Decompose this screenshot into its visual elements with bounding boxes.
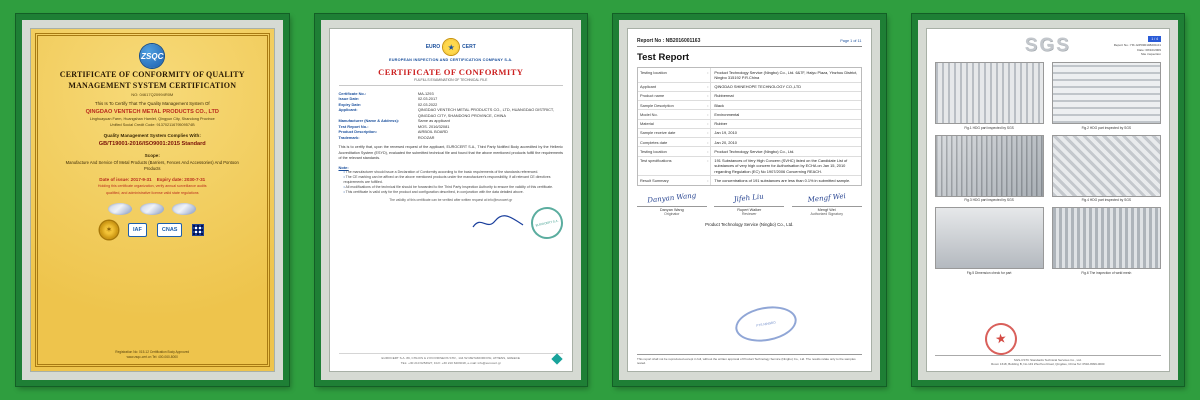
footer-line-1: Registration No: 015-12 Certification Body Approved	[115, 350, 190, 355]
footer-line-1: EUROCERT S.A. 89, CHLOIS & LYKOVRISEOS STR., 144 52 METAMORFOSI, ATHENS, GREECE	[381, 356, 520, 361]
page-indicator: Page 1 of 11	[840, 39, 862, 43]
issue-expiry-dates: Date of issue: 2017-9-31 Expiry date: 2030-7-31	[99, 177, 206, 183]
row-label: Result Summary :	[638, 176, 711, 184]
inspection-photo	[935, 135, 1044, 197]
page-chip: 1 / 4	[1148, 36, 1161, 42]
report-date: Date: 08/10/2009	[1137, 47, 1161, 52]
note-item: • All modifications of the technical file should be forwarded to the Third Party Inspection Authority to ensure the validity of this certificate.	[339, 185, 564, 190]
field-value: MA-1293	[417, 91, 434, 96]
field-label: Applicant :	[339, 107, 415, 118]
hologram-sticker	[108, 203, 132, 215]
field-label: Manufacturer (Name & Address) :	[339, 118, 415, 123]
note-label: Note:	[338, 165, 349, 171]
table-row	[638, 138, 861, 147]
row-label: Product name :	[638, 92, 711, 100]
signature-area	[339, 206, 564, 240]
note-item: • The manufacturer should issue a Declaration of Conformity according to the basic requirements of the standards referenced.	[339, 170, 564, 175]
sgs-logo: SGS	[1024, 35, 1071, 56]
cnas-logo: CNAS	[157, 223, 183, 237]
verification-line: The validity of this certificate can be verified after written request at info@eurocert.gr	[389, 197, 513, 202]
field-label: Issue Date :	[339, 96, 415, 101]
note-item: • This certificate is valid only for the product and configuration described, in conjunction with the data detailed above.	[339, 190, 564, 195]
row-value: Rubbermat	[714, 93, 734, 99]
row-label: Material :	[638, 120, 711, 128]
row-value: 191 Substances of Very High Concern (SVHC) listed on the Candidate List of substances of very high concern for Authorisation by ECHA on Jan 15, 2010 regarding Regulation (EC) No 1907/2006 Concerning REACH.	[714, 158, 848, 174]
photo-cell	[1052, 135, 1161, 203]
euro-stars-icon: ★	[443, 39, 459, 55]
photo-cell	[935, 62, 1044, 130]
complies-line: Quality Management System Complies With:	[103, 133, 201, 138]
eurocert-certificate	[329, 28, 574, 372]
scope-text: Manufacture And Service Of Metal Products (Barriers, Fences And Accessories) And Pontoon Products	[65, 160, 239, 171]
company-name: QINGDAO VENTECH METAL PRODUCTS CO., LTD	[85, 109, 219, 115]
report-title: Test Report	[637, 52, 690, 63]
row-value: Black	[714, 102, 724, 108]
inspection-photo	[935, 62, 1044, 124]
footer-line-2: www.zsqc-cert.cn Tel: 400-060-8000	[126, 354, 178, 359]
inspection-photo	[1052, 207, 1161, 269]
certificate-title-line1: CERTIFICATE OF CONFORMITY OF QUALITY	[59, 70, 245, 79]
certifier-logo-text: ZSQC	[141, 51, 164, 61]
field-value: 02.03.2017	[417, 96, 438, 102]
photo-caption: Fig.3 HDG part inspected by SGS	[964, 198, 1014, 203]
certificate-footer	[339, 353, 564, 365]
accreditation-logo-row	[100, 221, 204, 239]
report-footer	[935, 355, 1162, 366]
photo-caption: Fig.5 Dimension check for part	[966, 270, 1012, 275]
signature-reviewer	[714, 194, 784, 217]
table-row	[638, 83, 861, 92]
certificate-frame-quality[interactable]	[16, 14, 289, 386]
issuing-company: Product Technology Service (Ningbo) Co., Ltd.	[705, 222, 794, 228]
signature-originator	[637, 191, 707, 217]
certificate-number: NO: 04617Q20994R0M	[131, 92, 174, 97]
report-header	[935, 36, 1162, 57]
row-value: Product Technology Service (Ningbo) Co., Ltd.	[714, 148, 795, 154]
table-row	[638, 110, 861, 119]
surveillance-note-2: qualified, and administrative license valid state regulations	[106, 191, 199, 196]
table-row	[638, 92, 861, 101]
footer-line-2: TEL: +30 210 6253927, FAX: +30 210 6203018, e-mail: info@eurocert.gr	[400, 360, 501, 365]
table-row	[638, 157, 861, 177]
eurocert-stamp-icon: EUROCERT S.A.	[528, 204, 566, 242]
signature-block	[637, 191, 862, 217]
signer-role: Originator	[664, 212, 680, 217]
field-label: Test Report No. :	[339, 124, 415, 129]
row-label: Applicant :	[638, 83, 711, 91]
ornate-border	[35, 33, 270, 367]
photo-caption: Fig.4 HDG part inspected by SGS	[1081, 198, 1132, 203]
photo-cell	[1052, 62, 1161, 130]
footer-line-2: Room 1618, Building B, No.143 Zhuzhou Road, Qingdao, China Tel: 0532-8099-0000	[991, 361, 1105, 366]
row-label: Testing location :	[638, 147, 711, 155]
row-value: Environmental	[714, 111, 740, 117]
field-label: Certificate No. :	[339, 91, 415, 96]
row-label: Test specifications :	[638, 157, 711, 176]
sgs-inspection-report	[926, 28, 1171, 372]
photo-caption: Fig.2 HDG part inspected by SGS	[1081, 125, 1132, 130]
report-table	[637, 67, 862, 186]
standard-line: GB/T19001-2016/ISO9001:2015 Standard	[98, 141, 206, 147]
gold-seal-icon: ✶	[100, 221, 118, 239]
certificate-subtitle: FULFILLS EXAMINATION OF TECHNICAL FILE	[339, 78, 564, 86]
photo-caption: Fig.1 HDG part inspected by SGS	[964, 125, 1014, 130]
signer-role: Authorized Signatory	[810, 212, 843, 217]
table-row	[638, 101, 861, 110]
table-row	[638, 147, 861, 156]
report-type: Site inspection	[1140, 52, 1161, 57]
certificate-footer	[115, 350, 189, 359]
photo-cell	[935, 207, 1044, 275]
certificate-fields	[339, 91, 564, 140]
row-value: Rubber	[714, 121, 728, 127]
field-row	[339, 135, 564, 140]
table-row	[638, 68, 861, 83]
report-header	[637, 38, 862, 47]
company-address: Linghuayuan Farm, Huangshan Hamlet, Qingyun City, Shandong Province	[89, 117, 215, 121]
red-inspection-stamp-icon: ★	[982, 321, 1018, 357]
footer-line-1: SGS-CSTC Standards Technical Services Co., Ltd.	[1013, 357, 1082, 362]
signer-name: Rupert Walker	[714, 206, 784, 213]
field-value: MOS. 2016/32081	[417, 123, 450, 129]
inspection-photo	[1052, 62, 1161, 124]
signer-role: Reviewer	[741, 212, 757, 217]
header-meta	[1071, 36, 1161, 57]
field-value: Same as applicant	[417, 118, 450, 124]
row-label: Model No. :	[638, 110, 711, 118]
row-value: Product Technology Service (Ningbo) Co., Ltd. 6&7F, Haiyu Plaza, Yinzhou District, Ningbo 315192 P.R.China	[714, 69, 858, 80]
certificate-title: CERTIFICATE OF CONFORMITY	[378, 67, 524, 77]
field-value: AIRBOIL BOARD	[417, 129, 448, 135]
report-number: Report No.: HK-GIP090108200-01	[1113, 43, 1161, 48]
hologram-sticker-row	[108, 203, 196, 215]
iaf-logo: IAF	[128, 223, 147, 237]
inspection-photo-grid	[935, 62, 1162, 275]
scope-label: Scope:	[144, 153, 160, 158]
field-value: ROOZAR	[417, 134, 435, 140]
test-report-document	[627, 28, 872, 372]
hologram-sticker	[172, 203, 196, 215]
certificate-frame-eurocert[interactable]	[315, 14, 588, 386]
table-row	[638, 129, 861, 138]
certificate-title-line2: MANAGEMENT SYSTEM CERTIFICATION	[68, 81, 237, 90]
signature-scribble: Danyan Wang	[647, 191, 697, 205]
table-row	[638, 120, 861, 129]
certifier-logo-icon	[140, 44, 164, 68]
field-label: Trademark :	[339, 135, 415, 140]
qr-code-icon	[192, 224, 204, 236]
eurocert-logo	[339, 39, 564, 55]
row-label: Testing location :	[638, 68, 711, 82]
row-value: Jan 20, 2010	[714, 139, 737, 145]
signature-scribble-icon	[471, 213, 525, 233]
signature-authorized	[792, 191, 862, 217]
certification-statement: This is to certify that, upon the renewed request of the applicant, EUROCERT S.A., Third Party Notified Body accredited by the Hellenic Accreditation System (ESYD), evaluated the submitted technical file and found that the above mentioned products fulfill the requirements of the relevant standards.	[338, 145, 563, 160]
logo-word-euro: EURO	[425, 44, 441, 50]
credit-code: Unified Social Credit Code: 91370211679509574B	[109, 123, 195, 127]
surveillance-note-1: Holding this certificate organization, verify annual surveillance audits	[97, 184, 207, 189]
company-stamp-icon: PTS NINGBO	[733, 302, 800, 346]
row-label: Sample receive date :	[638, 129, 711, 137]
field-row	[339, 107, 564, 118]
inspection-photo	[1052, 135, 1161, 197]
certificate-frame-test-report[interactable]	[613, 14, 886, 386]
signer-name: Danyan Wang	[637, 206, 707, 213]
table-row	[638, 176, 861, 184]
hologram-sticker	[140, 203, 164, 215]
report-footer: This report shall not be reproduced except in full, without the written approval of Product Technology Service (Ningbo) Co., Ltd. The results relate only to the samples tested.	[637, 354, 862, 365]
row-value: QINGDAO SHINEHOPE TECHNOLOGY CO.,LTD	[714, 84, 802, 90]
row-label: Completes date :	[638, 138, 711, 146]
field-label: Expiry Date :	[339, 102, 415, 107]
signer-name: Mengf Wei	[792, 206, 862, 213]
certificate-frame-sgs-inspection[interactable]	[912, 14, 1185, 386]
field-value: QINGDAO VENTECH METAL PRODUCTS CO., LTD, HUANGDAO DISTRICT, QINGDAO CITY, SHANDONG PROVINCE, CHINA	[417, 107, 554, 118]
issuing-organization: EUROPEAN INSPECTION AND CERTIFICATION COMPANY S.A.	[388, 58, 513, 62]
quality-certificate	[30, 28, 275, 372]
certify-intro: This Is To Certify That The Quality Management System Of	[94, 101, 210, 106]
signature-scribble: Mengf Wei	[807, 191, 847, 204]
report-number: Report No : NB2016001163	[637, 38, 701, 44]
row-label: Sample Description :	[638, 101, 711, 109]
photo-cell	[935, 135, 1044, 203]
note-item: • The CE marking can be affixed on the above mentioned products under the manufacturer's responsibility, if all relevant CE directives requirements are fulfilled.	[339, 175, 564, 185]
signature-scribble: Jifeh Liu	[733, 192, 765, 204]
field-value: 02.03.2022	[417, 101, 438, 107]
photo-caption: Fig.6 The inspection of weld mesh	[1081, 270, 1132, 275]
row-value: The concentrations of 191 substances are less than 0.1% in submitted sample.	[714, 177, 851, 183]
logo-word-cert: CERT	[462, 44, 476, 50]
field-label: Product Description :	[339, 129, 415, 134]
photo-cell	[1052, 207, 1161, 275]
row-value: Jan 19, 2010	[714, 130, 737, 136]
inspection-photo	[935, 207, 1044, 269]
